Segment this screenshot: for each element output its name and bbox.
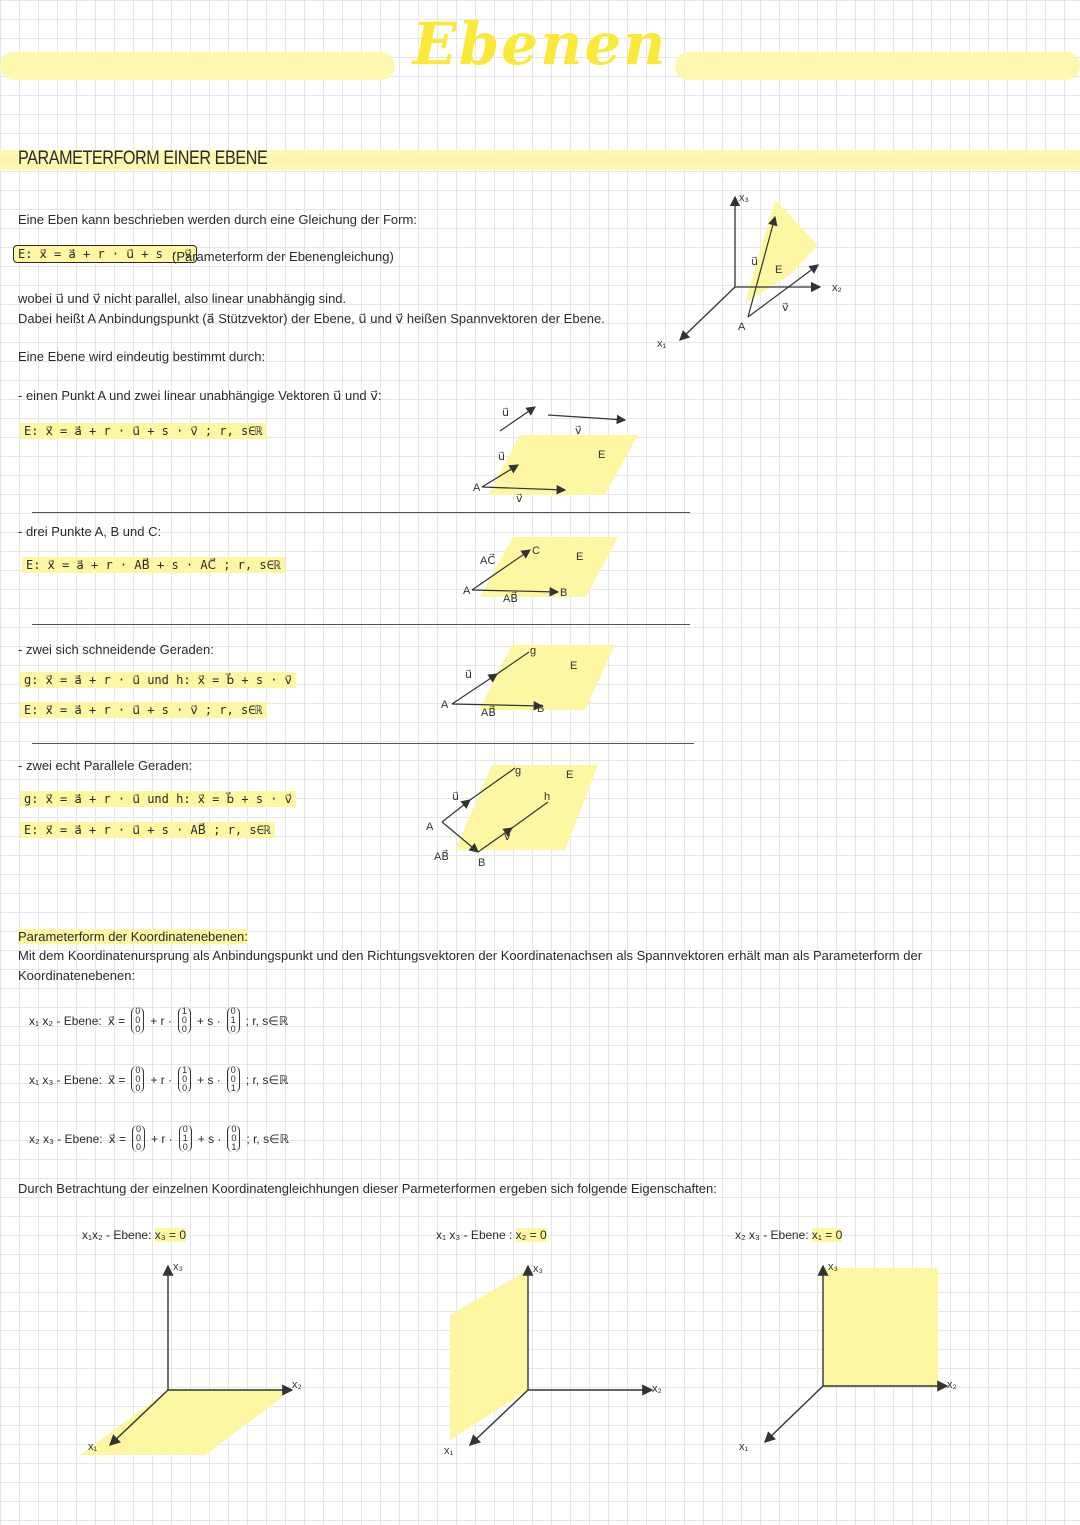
case-3-heading: - zwei sich schneidende Geraden: [18, 642, 214, 657]
main-formula: E: x⃗ = a⃗ + r · u⃗ + s · v⃗ [13, 245, 197, 263]
s-vector-component: 1 [231, 1142, 237, 1152]
label-A-4: A [426, 821, 434, 833]
r-vector-component: 0 [182, 1142, 188, 1152]
koord-heading: Parameterform der Koordinatenebenen: [18, 929, 248, 944]
label-v-top: v⃗ [782, 302, 789, 314]
koord-eq-plus-r: + r · [151, 1131, 173, 1146]
label-B-3: B [478, 857, 486, 869]
koord-equation-3 [26, 1125, 292, 1152]
formula-note: (Parameterform der Ebenengleichung) [172, 249, 394, 264]
label-E-2: E [576, 551, 584, 563]
r-vector-component: 0 [181, 1024, 187, 1034]
origin-vector [132, 1125, 145, 1152]
origin-vector-component: 0 [135, 1065, 141, 1075]
intro-line-4: Eine Ebene wird eindeutig bestimmt durch: [18, 349, 266, 364]
case-2-equation: E: x⃗ = a⃗ + r · AB⃗ + s · AC⃗ ; r, s∈ℝ [22, 557, 285, 573]
page-title: Ebenen [412, 10, 668, 78]
plane-2-label [436, 1228, 547, 1242]
label-v-1: v⃗ [575, 425, 582, 437]
origin-vector-component: 0 [135, 1015, 141, 1025]
koord-eq-plus-s: + s · [196, 1013, 221, 1028]
divider-2 [32, 624, 690, 625]
r-vector [178, 1066, 191, 1093]
label-AC: AC⃗ [480, 555, 496, 567]
plane-1-name: x₁x₂ - Ebene: [82, 1228, 152, 1242]
label-AB-2: AB⃗ [481, 707, 496, 719]
plane-1-x2: x₂ [292, 1379, 302, 1391]
s-vector [227, 1066, 240, 1093]
label-u-top: u⃗ [751, 256, 758, 268]
diagram-x1x3-plane [440, 1260, 680, 1460]
origin-vector [131, 1066, 144, 1093]
r-vector [179, 1125, 192, 1152]
label-B-1: B [560, 587, 568, 599]
plane-3-x2: x₂ [947, 1379, 957, 1391]
label-A-1: A [473, 482, 481, 494]
label-AB-3: AB⃗ [434, 851, 449, 863]
intro-line-3: Dabei heißt A Anbindungspunkt (a⃗ Stützvektor) der Ebene, u⃗ und v⃗ heißen Spannvektoren der Ebene. [18, 311, 605, 326]
label-h: h [544, 791, 551, 803]
r-vector-component: 1 [181, 1006, 187, 1016]
koord-equation-2 [26, 1066, 291, 1093]
s-vector [227, 1007, 240, 1034]
s-vector-component: 0 [231, 1124, 237, 1134]
koord-equation-1 [26, 1007, 291, 1034]
origin-vector-component: 0 [135, 1083, 141, 1093]
plane-1-x3: x₃ [173, 1261, 183, 1273]
label-x2-top: x₂ [832, 282, 842, 294]
case-3-equation-plane: E: x⃗ = a⃗ + r · u⃗ + s · v⃗ ; r, s∈ℝ [20, 702, 267, 718]
origin-vector-component: 0 [136, 1124, 142, 1134]
s-vector-component: 0 [230, 1024, 236, 1034]
diagram-plane-3d [650, 185, 850, 355]
origin-vector-component: 0 [135, 1074, 141, 1084]
origin-vector-component: 0 [135, 1024, 141, 1034]
s-vector-component: 0 [231, 1133, 237, 1143]
label-v-3: v⃗ [504, 831, 511, 843]
s-vector-component: 0 [230, 1006, 236, 1016]
koord-eq-plus-r: + r · [150, 1072, 173, 1087]
koord-eq-label: x₁ x₂ - Ebene: [29, 1013, 102, 1028]
case-1-heading: - einen Punkt A und zwei linear unabhängige Vektoren u⃗ und v⃗: [18, 388, 382, 403]
s-vector-component: 1 [230, 1015, 236, 1025]
label-E-4: E [566, 769, 574, 781]
section-title: PARAMETERFORM EINER EBENE [18, 148, 268, 169]
origin-vector-component: 0 [136, 1133, 142, 1143]
case-1-equation: E: x⃗ = a⃗ + r · u⃗ + s · v⃗ ; r, s∈ℝ [20, 423, 267, 439]
label-g-2: g [515, 765, 522, 777]
case-4-equation-plane: E: x⃗ = a⃗ + r · u⃗ + s · AB⃗ ; r, s∈ℝ [20, 822, 275, 838]
diagram-point-two-vectors [460, 400, 660, 505]
koord-eq-plus-s: + s · [197, 1131, 222, 1146]
plane-1-x1: x₁ [88, 1441, 98, 1453]
koord-text-2: Koordinatenebenen: [18, 968, 136, 983]
plane-2-x3: x₃ [533, 1263, 543, 1275]
diagram-x2x3-plane [735, 1260, 975, 1460]
koord-eq-label: x₁ x₃ - Ebene: [29, 1072, 102, 1087]
case-4-equation-lines: g: x⃗ = a⃗ + r · u⃗ und h: x⃗ = b⃗ + s · v⃗ [20, 791, 296, 807]
koord-text-1: Mit dem Koordinatenursprung als Anbindungspunkt und den Richtungsvektoren der Koordinatenachsen als Spannvektoren erhält man als Parameterform der [18, 948, 923, 963]
label-AB-1: AB⃗ [503, 593, 518, 605]
label-g-1: g [530, 645, 537, 657]
plane-1-equation: x₃ = 0 [154, 1228, 186, 1242]
label-u-1: u⃗ [502, 407, 509, 419]
r-vector-component: 1 [182, 1065, 188, 1075]
divider-1 [32, 512, 690, 513]
origin-vector-component: 0 [136, 1142, 142, 1152]
case-3-equation-lines: g: x⃗ = a⃗ + r · u⃗ und h: x⃗ = b⃗ + s · v⃗ [20, 672, 296, 688]
plane-3-x1: x₁ [739, 1441, 749, 1453]
label-x3-top: x₃ [739, 192, 749, 204]
divider-3 [32, 743, 694, 744]
koord-eq-tail: ; r, s∈ℝ [245, 1072, 289, 1087]
koord-eq-tail: ; r, s∈ℝ [246, 1131, 290, 1146]
plane-2-x2: x₂ [652, 1383, 662, 1395]
plane-1-label [82, 1228, 186, 1242]
label-E-1: E [598, 449, 606, 461]
s-vector-component: 0 [230, 1065, 236, 1075]
label-A-top: A [738, 321, 746, 333]
label-A-2: A [463, 585, 471, 597]
koord-eq-x: x⃗ = [108, 1131, 127, 1146]
label-u-4: u⃗ [452, 791, 459, 803]
diagram-parallel-lines [420, 760, 620, 870]
plane-2-x1: x₁ [444, 1445, 454, 1457]
plane-3-x3: x₃ [828, 1261, 838, 1273]
koord-eq-plus-r: + r · [150, 1013, 172, 1028]
label-E-3: E [570, 660, 578, 672]
label-v-2: v⃗ [516, 493, 523, 505]
s-vector-component: 1 [230, 1083, 236, 1093]
koord-eq-x: x⃗ = [107, 1072, 126, 1087]
label-u-2: u⃗ [498, 451, 505, 463]
plane-3-label [735, 1228, 842, 1242]
r-vector [178, 1007, 191, 1034]
koord-eq-label: x₂ x₃ - Ebene: [29, 1131, 103, 1146]
intro-line-2: wobei u⃗ und v⃗ nicht parallel, also linear unabhängig sind. [18, 291, 347, 306]
r-vector-component: 0 [182, 1074, 188, 1084]
koord-eq-plus-s: + s · [197, 1072, 221, 1087]
plane-2-name: x₁ x₃ - Ebene : [436, 1228, 513, 1242]
label-u-3: u⃗ [465, 669, 472, 681]
s-vector-component: 0 [230, 1074, 236, 1084]
plane-3-equation: x₁ = 0 [811, 1228, 843, 1242]
diagram-intersecting-lines [437, 640, 627, 725]
r-vector-component: 0 [181, 1015, 187, 1025]
case-2-heading: - drei Punkte A, B und C: [18, 524, 162, 539]
koord-summary: Durch Betrachtung der einzelnen Koordinatengleichhungen dieser Parmeterformen ergeben sich folgende Eigenschaften: [18, 1181, 717, 1196]
plane-3-name: x₂ x₃ - Ebene: [735, 1228, 809, 1242]
intro-line-1: Eine Eben kann beschrieben werden durch eine Gleichung der Form: [18, 212, 417, 227]
label-x1-top: x₁ [657, 338, 667, 350]
r-vector-component: 0 [182, 1124, 188, 1134]
label-C: C [532, 545, 540, 557]
label-B-2: B [537, 703, 545, 715]
case-4-heading: - zwei echt Parallele Geraden: [18, 758, 193, 773]
origin-vector [131, 1007, 144, 1034]
label-A-3: A [441, 699, 449, 711]
origin-vector-component: 0 [135, 1006, 141, 1016]
s-vector [227, 1125, 240, 1152]
r-vector-component: 0 [182, 1083, 188, 1093]
koord-eq-x: x⃗ = [107, 1013, 126, 1028]
plane-2-equation: x₂ = 0 [515, 1228, 547, 1242]
r-vector-component: 1 [182, 1133, 188, 1143]
label-E-top: E [775, 264, 783, 276]
diagram-three-points [458, 532, 638, 612]
koord-eq-tail: ; r, s∈ℝ [245, 1013, 289, 1028]
diagram-x1x2-plane [80, 1260, 320, 1460]
